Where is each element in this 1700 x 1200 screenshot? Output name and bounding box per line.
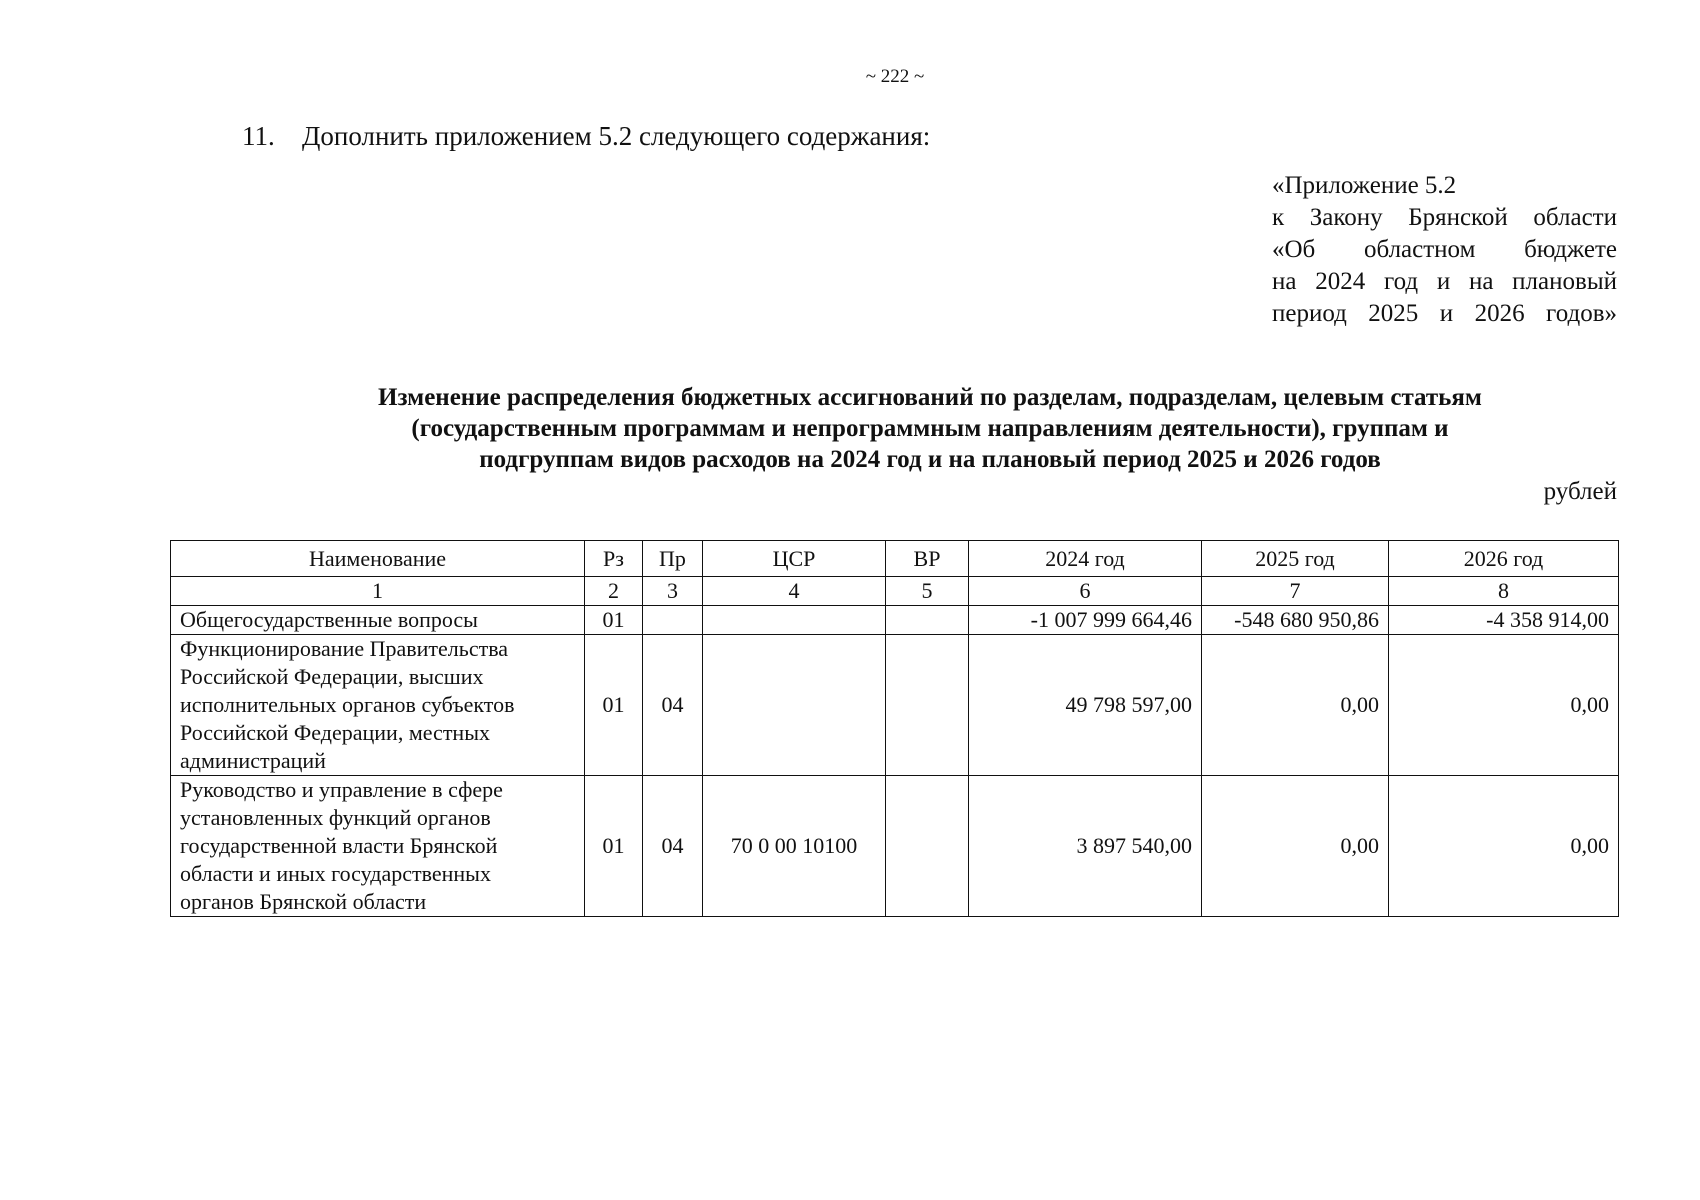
row-name-line: Руководство и управление в сфере: [180, 777, 503, 802]
cell-2025: -548 680 950,86: [1202, 606, 1389, 635]
column-header: 2025 год: [1202, 541, 1389, 577]
row-name-line: органов Брянской области: [180, 889, 427, 914]
units-label: рублей: [1543, 478, 1617, 505]
row-name-line: государственной власти Брянской: [180, 833, 498, 858]
cell-vr: [886, 606, 969, 635]
column-header: ВР: [886, 541, 969, 577]
cell-vr: [886, 635, 969, 776]
table-header-row: [171, 541, 1619, 577]
column-number: 8: [1389, 577, 1619, 606]
column-number: 6: [969, 577, 1202, 606]
row-name-line: администраций: [180, 748, 326, 773]
cell-2025: 0,00: [1202, 635, 1389, 776]
row-name: [171, 635, 585, 776]
appendix-line: «Об областном бюджете: [1272, 236, 1617, 263]
column-number: 3: [643, 577, 703, 606]
column-header: ЦСР: [703, 541, 886, 577]
column-number: 1: [171, 577, 585, 606]
appendix-line: к Закону Брянской области: [1272, 204, 1617, 231]
column-header: Пр: [643, 541, 703, 577]
title-line: Изменение распределения бюджетных ассигнований по разделам, подразделам, целевым статьям: [378, 384, 1482, 411]
cell-2026: 0,00: [1389, 776, 1619, 917]
row-name: [171, 606, 585, 635]
cell-2024: -1 007 999 664,46: [969, 606, 1202, 635]
column-number: 4: [703, 577, 886, 606]
cell-pr: [643, 606, 703, 635]
title-line: подгруппам видов расходов на 2024 год и на плановый период 2025 и 2026 годов: [479, 446, 1381, 473]
cell-pr: 04: [643, 776, 703, 917]
row-name: [171, 776, 585, 917]
amendment-item: [242, 121, 930, 152]
row-name-line: Российской Федерации, высших: [180, 664, 484, 689]
cell-2026: -4 358 914,00: [1389, 606, 1619, 635]
column-number: 2: [585, 577, 643, 606]
cell-rz: 01: [585, 635, 643, 776]
document-title: [240, 382, 1620, 475]
cell-2024: 3 897 540,00: [969, 776, 1202, 917]
column-number: 5: [886, 577, 969, 606]
cell-csr: [703, 606, 886, 635]
column-header: Рз: [585, 541, 643, 577]
appendix-line: на 2024 год и на плановый: [1272, 268, 1617, 295]
row-name-line: Общегосударственные вопросы: [180, 607, 478, 632]
cell-vr: [886, 776, 969, 917]
table-row: [171, 606, 1619, 635]
row-name-line: исполнительных органов субъектов: [180, 692, 515, 717]
cell-csr: [703, 635, 886, 776]
appendix-line: период 2025 и 2026 годов»: [1272, 300, 1617, 327]
row-name-line: установленных функций органов: [180, 805, 491, 830]
column-header: 2024 год: [969, 541, 1202, 577]
item-text: Дополнить приложением 5.2 следующего содержания:: [302, 121, 931, 151]
column-header: 2026 год: [1389, 541, 1619, 577]
table-row: [171, 635, 1619, 776]
row-name-line: области и иных государственных: [180, 861, 491, 886]
item-number: 11.: [242, 121, 275, 151]
cell-pr: 04: [643, 635, 703, 776]
cell-2026: 0,00: [1389, 635, 1619, 776]
row-name-line: Функционирование Правительства: [180, 636, 509, 661]
row-name-line: Российской Федерации, местных: [180, 720, 490, 745]
table-row: [171, 776, 1619, 917]
column-number-row: [171, 577, 1619, 606]
appendix-line: «Приложение 5.2: [1272, 172, 1457, 199]
page-number: ~ 222 ~: [865, 66, 925, 87]
column-header: Наименование: [171, 541, 585, 577]
budget-table: [170, 540, 1619, 917]
cell-rz: 01: [585, 776, 643, 917]
appendix-reference: [1272, 170, 1617, 330]
cell-2025: 0,00: [1202, 776, 1389, 917]
cell-rz: 01: [585, 606, 643, 635]
title-line: (государственным программам и непрограммным направлениям деятельности), группам и: [411, 415, 1449, 442]
cell-csr: 70 0 00 10100: [703, 776, 886, 917]
column-number: 7: [1202, 577, 1389, 606]
cell-2024: 49 798 597,00: [969, 635, 1202, 776]
